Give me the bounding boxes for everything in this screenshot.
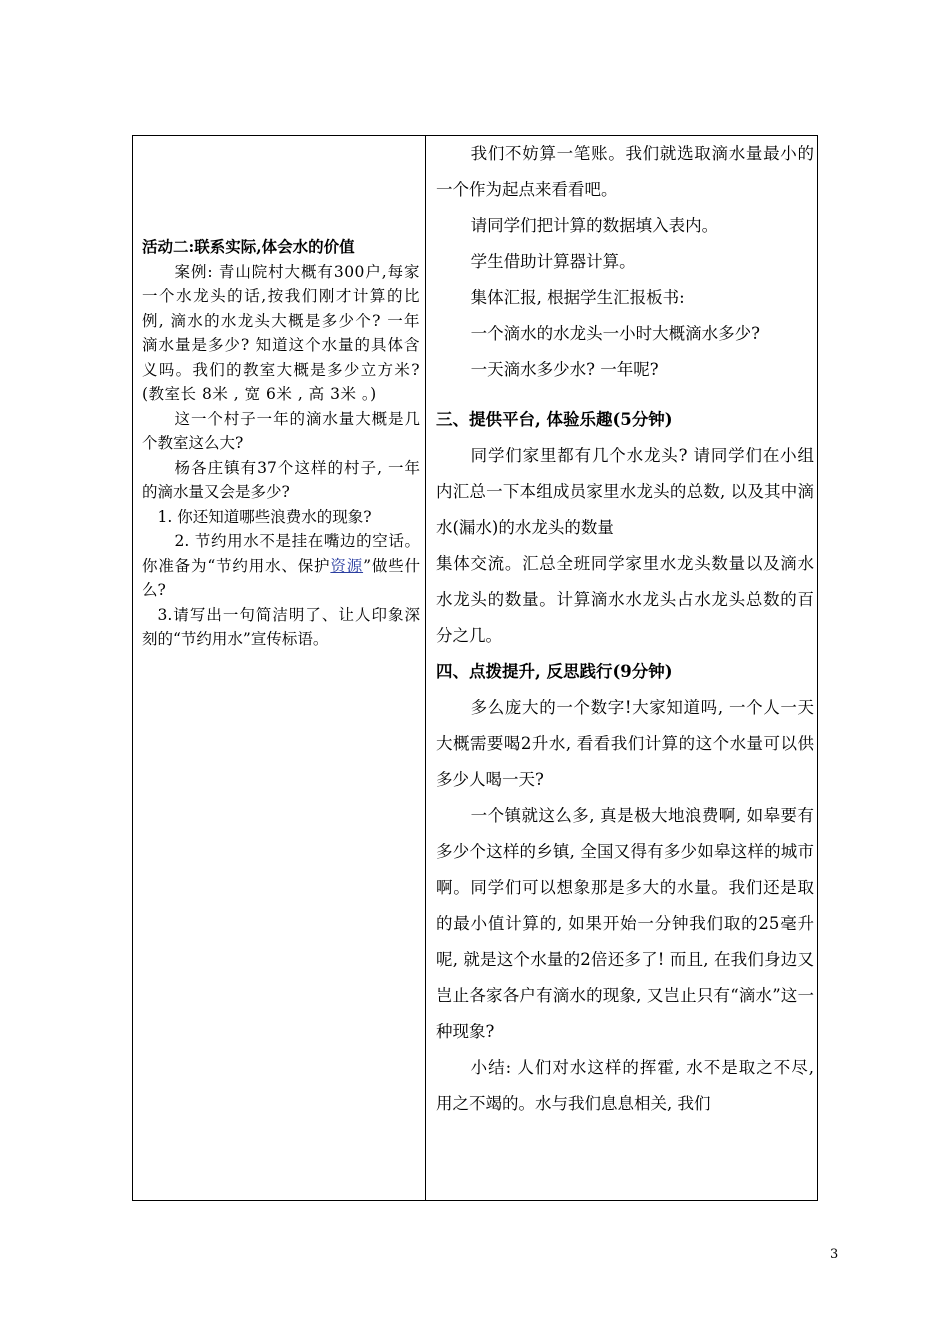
paragraph-fill-table: 请同学们把计算的数据填入表内。 [470,216,719,235]
resources-link[interactable]: 资源 [330,556,364,575]
spacer [436,388,814,402]
paragraph-waste: 一个镇就这么多, 真是极大地浪费啊, 如皋要有多少个这样的乡镇, 全国又得有多少如皋这样的城市啊。同学们可以想象那是多大的水量。我们还是取的最小值计算的, 如果开始一分钟我们取的25毫升呢, 就是这个水量的2倍还多了! 而且, 在我们身边又岂止各家各户有滴水的现象, 又岂止只有“滴水”这一种现象? [436,806,814,1041]
activity-heading: 活动二:联系实际,体会水的价值 [142,237,355,256]
paragraph-per-hour: 一个滴水的水龙头一小时大概滴水多少? [470,324,760,343]
case-paragraph: 案例: 青山院村大概有300户,每家一个水龙头的话,按我们刚才计算的比例, 滴水的水龙头大概是多少个? 一年滴水量是多少? 知道这个水量的具体含义吗。我们的教室大概是多少立方米?(教室长 8米 , 宽 6米 , 高 3米 。) [142,262,420,403]
list-item-3: 3.请写出一句简洁明了、让人印象深刻的“节约用水”宣传标语。 [142,605,420,648]
paragraph-calculate: 我们不妨算一笔账。我们就选取滴水量最小的一个作为起点来看看吧。 [436,144,814,199]
list-item-1: 1. 你还知道哪些浪费水的现象? [157,507,372,526]
section-3-heading: 三、提供平台, 体验乐趣(5分钟) [436,410,673,429]
column-divider [425,136,426,1200]
paragraph-faucets: 同学们家里都有几个水龙头? 请同学们在小组内汇总一下本组成员家里水龙头的总数, 以及其中滴水(漏水)的水龙头的数量 [436,446,814,537]
page-number: 3 [830,1247,839,1262]
lesson-table [132,135,818,1201]
paragraph-huge-number: 多么庞大的一个数字!大家知道吗, 一个人一天大概需要喝2升水, 看看我们计算的这个水量可以供多少人喝一天? [436,698,814,789]
paragraph-summary: 小结: 人们对水这样的挥霍, 水不是取之不尽, 用之不竭的。水与我们息息相关, 我们 [436,1058,814,1113]
process-column [436,136,814,1122]
list-item-2-end: ”做些什么? [142,556,420,599]
paragraph-calculator: 学生借助计算器计算。 [470,252,636,271]
section-4-heading: 四、点拨提升, 反思践行(9分钟) [436,662,673,681]
list-item-2 [142,529,420,603]
activity-column [142,235,420,652]
paragraph-per-day: 一天滴水多少水? 一年呢? [470,360,659,379]
village-question: 这一个村子一年的滴水量大概是几个教室这么大? [142,409,420,452]
paragraph-report: 集体汇报, 根据学生汇报板书: [470,288,685,307]
paragraph-exchange: 集体交流。汇总全班同学家里水龙头数量以及滴水水龙头的数量。计算滴水水龙头占水龙头总数的百分之几。 [436,554,814,645]
list-item-2-text: 2. 节约用水不是挂在嘴边的空话。你准备为“节约用水、保护 [142,532,420,575]
town-question: 杨各庄镇有37个这样的村子, 一年的滴水量又会是多少? [142,458,420,501]
